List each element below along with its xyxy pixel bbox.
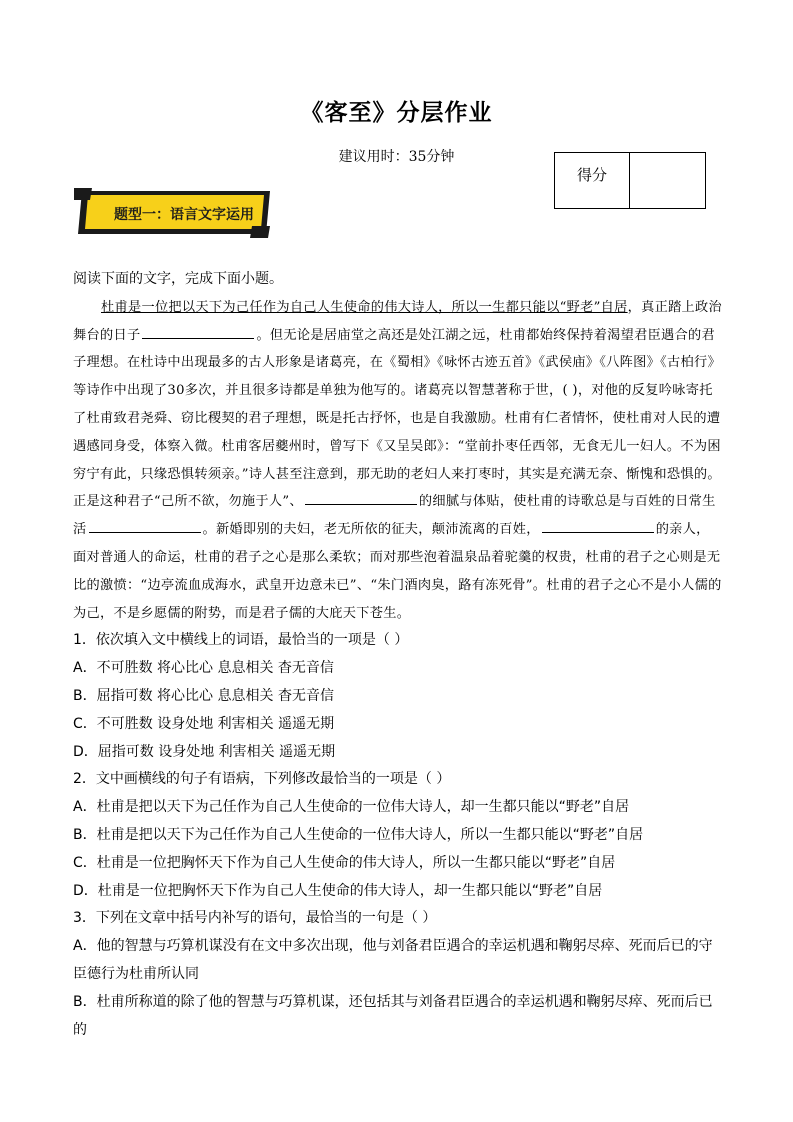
blank-4[interactable] <box>542 518 654 533</box>
option-c[interactable]: C．不可胜数 设身处地 利害相关 遥遥无期 <box>73 715 335 732</box>
question-3 <box>73 905 723 1044</box>
option-d[interactable]: D．屈指可数 设身处地 利害相关 遥遥无期 <box>73 743 336 760</box>
option-c[interactable]: C．杜甫是一位把胸怀天下作为自己人生使命的伟大诗人，所以一生都只能以“野老”自居 <box>73 854 616 871</box>
score-box <box>554 152 706 209</box>
blank-3[interactable] <box>89 518 201 533</box>
passage-part-1: ，真正踏上政治舞台的日子 <box>73 299 723 343</box>
option-b[interactable]: B．杜甫是把以天下为己任作为自己人生使命的一位伟大诗人，所以一生都只能以“野老”自居 <box>73 826 644 843</box>
option-b[interactable]: B．屈指可数 将心比心 息息相关 杳无音信 <box>73 687 334 704</box>
question-stem: 3．下列在文章中括号内补写的语句，最恰当的一句是（ ） <box>73 910 437 927</box>
question-stem: 1．依次填入文中横线上的词语，最恰当的一项是（ ） <box>73 632 409 649</box>
document-body <box>73 266 723 1044</box>
section-tag-label: 题型一：语言文字运用 <box>114 207 254 223</box>
score-label: 得分 <box>555 153 630 208</box>
passage-part-4: 。新婚即别的夫妇，老无所依的征夫，颠沛流离的百姓， <box>202 522 540 538</box>
question-1 <box>73 627 723 766</box>
score-value-cell[interactable] <box>630 153 705 208</box>
option-a[interactable]: A．不可胜数 将心比心 息息相关 杳无音信 <box>73 660 334 677</box>
option-a[interactable]: A．杜甫是把以天下为己任作为自己人生使命的一位伟大诗人，却一生都只能以“野老”自居 <box>73 799 630 816</box>
reading-passage <box>73 294 723 628</box>
section-tag <box>74 186 270 238</box>
question-2 <box>73 766 723 905</box>
blank-2[interactable] <box>305 490 417 505</box>
page-title: 《客至》分层作业 <box>300 100 493 126</box>
option-a[interactable]: A．他的智慧与巧算机谋没有在文中多次出现，他与刘备君臣遇合的幸运机遇和鞠躬尽瘁、死而后已的守臣德行为杜甫所认同 <box>73 938 713 982</box>
passage-part-2: 。但无论是居庙堂之高还是处江湖之远，杜甫都始终保持着渴望君臣遇合的君子理想。在杜诗中出现最多的古人形象是诸葛亮，在《蜀相》《咏怀古迹五首》《武侯庙》《八阵图》《古柏行》等诗作中出现了30多次，并且很多诗都是单独为他写的。诸葛亮以智慧著称于世，( )，对他的反复吟咏寄托了杜甫致君尧舜、窃比稷契的君子理想，既是托古抒怀，也是自我激励。杜甫有仁者情怀，使杜甫对人民的遭遇感同身受，体察入微。杜甫客居夔州时，曾写下《又呈吴郎》：“堂前扑枣任西邻，无食无儿一妇人。不为困穷宁有此，只缘恐惧转须亲。”诗人甚至注意到，那无助的老妇人来打枣时，其实是充满无奈、惭愧和恐惧的。正是这种君子“己所不欲，勿施于人”、 <box>73 327 721 510</box>
blank-1[interactable] <box>142 324 254 339</box>
underlined-sentence: 杜甫是一位把以天下为己任作为自己人生使命的伟大诗人，所以一生都只能以“野老”自居 <box>101 299 628 315</box>
passage-part-3: 的细腻与体贴，使杜甫的诗歌总是与百姓的日常生活 <box>73 494 716 538</box>
passage-part-5: 的亲人，面对普通人的命运，杜甫的君子之心是那么柔软；而对那些泡着温泉品着驼羹的权贵，杜甫的君子之心则是无比的激愤：“边亭流血成海水，武皇开边意未已”、“朱门酒肉臭，路有冻死骨”。杜甫的君子之心不是小人儒的为己，不是乡愿儒的附势，而是君子儒的大庇天下苍生。 <box>73 522 722 621</box>
instruction: 阅读下面的文字，完成下面小题。 <box>73 271 283 287</box>
option-b[interactable]: B．杜甫所称道的除了他的智慧与巧算机谋，还包括其与刘备君臣遇合的幸运机遇和鞠躬尽瘁、死而后已的 <box>73 993 713 1038</box>
option-d[interactable]: D．杜甫是一位把胸怀天下作为自己人生使命的伟大诗人，却一生都只能以“野老”自居 <box>73 882 603 899</box>
suggested-time: 建议用时：35分钟 <box>338 149 455 165</box>
question-stem: 2．文中画横线的句子有语病，下列修改最恰当的一项是（ ） <box>73 771 451 788</box>
